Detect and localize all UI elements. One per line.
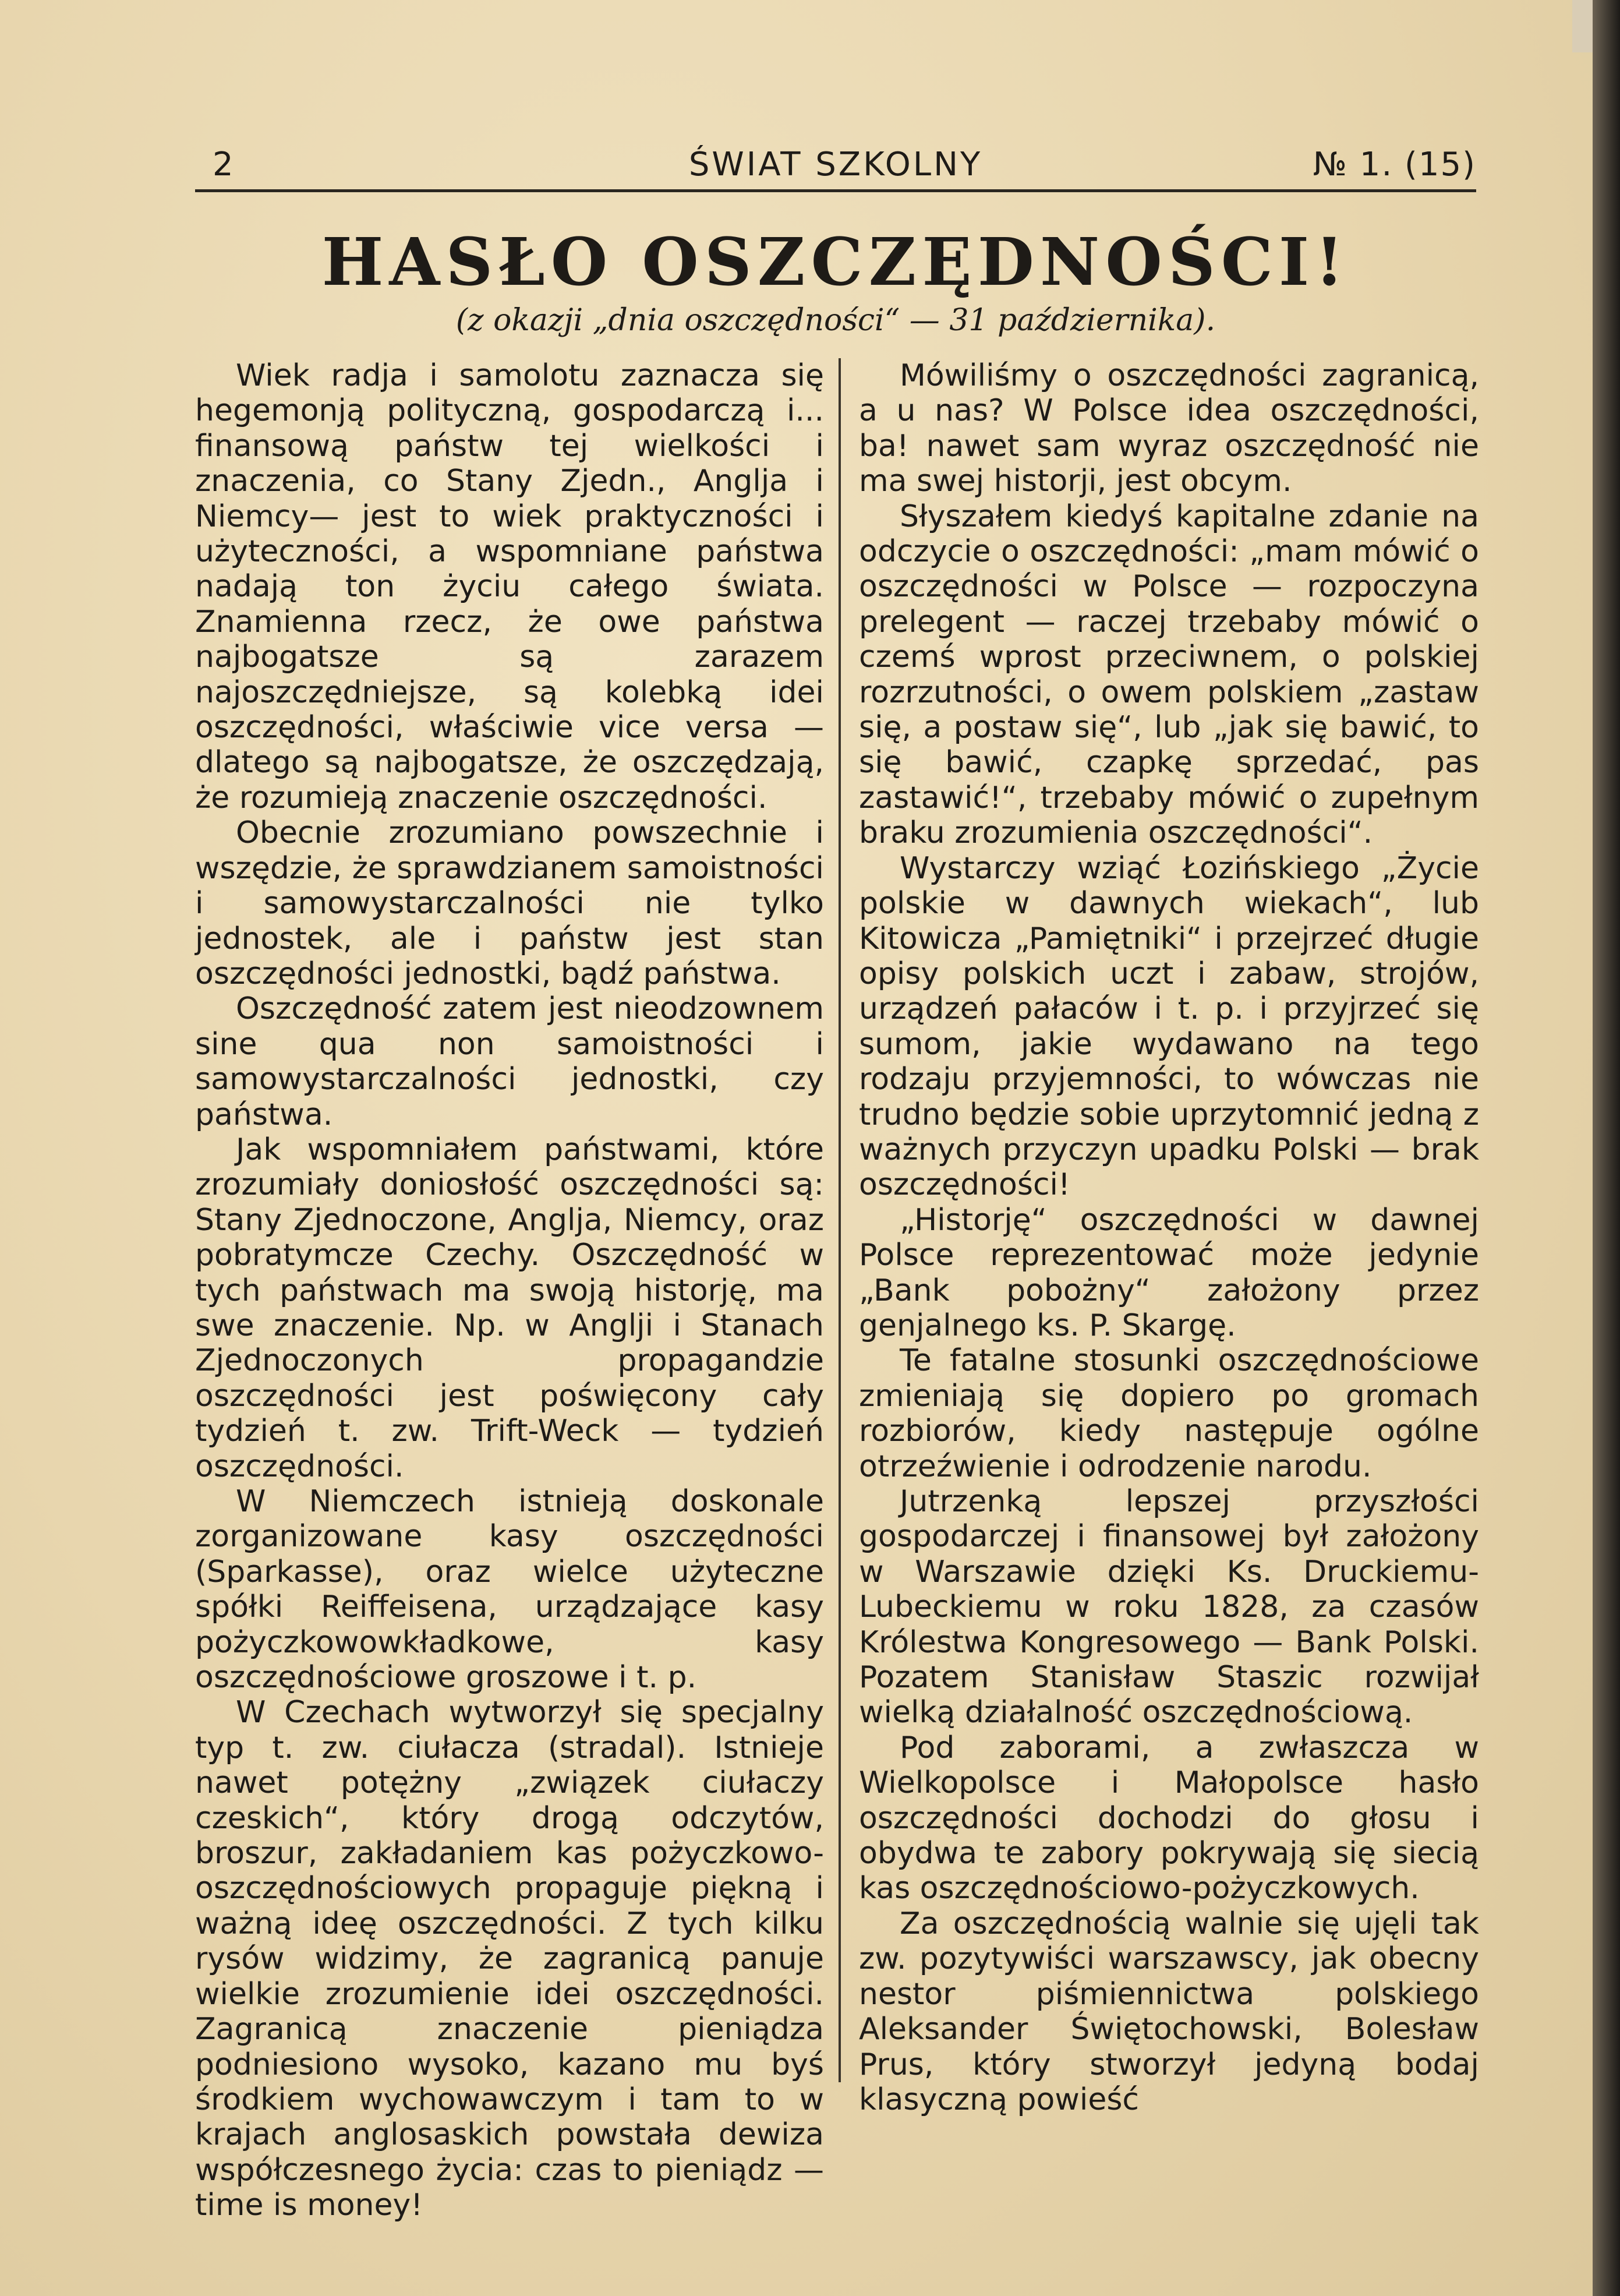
paragraph: W Niemczech istnieją doskonale zorganizowane kasy oszczędności (Sparkasse), oraz wielce użyteczne spółki Reiffeisena, urządzające kasy pożyczkowowkładkowe, kasy oszczędnościowe groszowe i t. p. bbox=[195, 1484, 824, 1695]
column-divider bbox=[839, 358, 841, 2082]
scan-edge bbox=[1593, 0, 1620, 2296]
left-column bbox=[195, 358, 824, 2223]
paragraph: Słyszałem kiedyś kapitalne zdanie na odczycie o oszczędności: „mam mówić o oszczędności w Polsce — rozpoczyna prelegent — raczej trzebaby mówić o czemś wprost przeciwnem, o polskiej rozrzutności, o owem polskiem „zastaw się, a postaw się“, lub „jak się bawić, to się bawić, czapkę sprzedać, pas zastawić!“, trzebaby mówić o zupełnym braku zrozumienia oszczędności“. bbox=[859, 499, 1479, 851]
paragraph: W Czechach wytworzył się specjalny typ t. zw. ciułacza (stradal). Istnieje nawet potężny „związek ciułaczy czeskich“, który drogą odczytów, broszur, zakładaniem kas pożyczkowo-oszczędnościowych propaguje piękną i ważną ideę oszczędności. Z tych kilku rysów widzimy, że zagranicą panuje wielkie zrozumienie idei oszczędności. Zagranicą znaczenie pieniądza podniesiono wysoko, kazano mu byś środkiem wychowawczym i tam to w krajach anglosaskich powstała dewiza współczesnego życia: czas to pieniądz — time is money! bbox=[195, 1695, 824, 2223]
paragraph: Za oszczędnością walnie się ujęli tak zw. pozytywiści warszawscy, jak obecny nestor piśmiennictwa polskiego Aleksander Świętochowski, Bolesław Prus, który stworzył jedyną bodaj klasyczną powieść bbox=[859, 1906, 1479, 2117]
right-column bbox=[859, 358, 1479, 2117]
page-number: 2 bbox=[213, 146, 235, 183]
paragraph: „Historję“ oszczędności w dawnej Polsce reprezentować może jedynie „Bank pobożny“ założony przez genjalnego ks. P. Skargę. bbox=[859, 1202, 1479, 1343]
paragraph: Obecnie zrozumiano powszechnie i wszędzie, że sprawdzianem samoistności i samowystarczalności nie tylko jednostek, ale i państw jest stan oszczędności jednostki, bądź państwa. bbox=[195, 815, 824, 991]
paragraph: Wystarczy wziąć Łozińskiego „Życie polskie w dawnych wiekach“, lub Kitowicza „Pamiętniki“ i przejrzeć długie opisy polskich uczt i zabaw, strojów, urządzeń pałaców i t. p. i przyjrzeć się sumom, jakie wydawano na tego rodzaju przyjemności, to wówczas nie trudno będzie sobie uprzytomnić jedną z ważnych przyczyn upadku Polski — brak oszczędności! bbox=[859, 850, 1479, 1203]
header-rule bbox=[195, 189, 1476, 192]
paragraph: Wiek radja i samolotu zaznacza się hegemonją polityczną, gospodarczą i... finansową państw tej wielkości i znaczenia, co Stany Zjedn., Anglja i Niemcy— jest to wiek praktyczności i użyteczności, a wspomniane państwa nadają ton życiu całego świata. Znamienna rzecz, że owe państwa najbogatsze są zarazem najoszczędniejsze, są kolebką idei oszczędności, właściwie vice versa — dlatego są najbogatsze, że oszczędzają, że rozumieją znaczenie oszczędności. bbox=[195, 358, 824, 815]
paragraph: Jutrzenką lepszej przyszłości gospodarczej i finansowej był założony w Warszawie dzięki Ks. Druckiemu-Lubeckiemu w roku 1828, za czasów Królestwa Kongresowego — Bank Polski. Pozatem Stanisław Staszic rozwijał wielką działalność oszczędnościową. bbox=[859, 1484, 1479, 1730]
paragraph: Mówiliśmy o oszczędności zagranicą, a u nas? W Polsce idea oszczędności, ba! nawet sam wyraz oszczędność nie ma swej historji, jest obcym. bbox=[859, 358, 1479, 499]
paragraph: Jak wspomniałem państwami, które zrozumiały doniosłość oszczędności są: Stany Zjednoczone, Anglja, Niemcy, oraz pobratymcze Czechy. Oszczędność w tych państwach ma swoją historję, ma swe znaczenie. Np. w Anglji i Stanach Zjednoczonych propagandzie oszczędności jest poświęcony cały tydzień t. zw. Trift-Weck — tydzień oszczędności. bbox=[195, 1132, 824, 1484]
journal-title: ŚWIAT SZKOLNY bbox=[688, 146, 983, 183]
paragraph: Pod zaborami, a zwłaszcza w Wielkopolsce i Małopolsce hasło oszczędności dochodzi do głosu i obydwa te zabory pokrywają się siecią kas oszczędnościowo-pożyczkowych. bbox=[859, 1730, 1479, 1906]
article-subtitle: (z okazji „dnia oszczędności“ — 31 października). bbox=[455, 303, 1216, 338]
article-headline: HASŁO OSZCZĘDNOŚCI! bbox=[321, 224, 1350, 301]
paragraph: Oszczędność zatem jest nieodzownem sine qua non samoistności i samowystarczalności jednostki, czy państwa. bbox=[195, 991, 824, 1132]
issue-number: № 1. (15) bbox=[1313, 146, 1476, 183]
running-head bbox=[195, 140, 1476, 192]
page-corner bbox=[1572, 0, 1593, 52]
paragraph: Te fatalne stosunki oszczędnościowe zmieniają się dopiero po gromach rozbiorów, kiedy następuje ogólne otrzeźwienie i odrodzenie narodu. bbox=[859, 1343, 1479, 1484]
